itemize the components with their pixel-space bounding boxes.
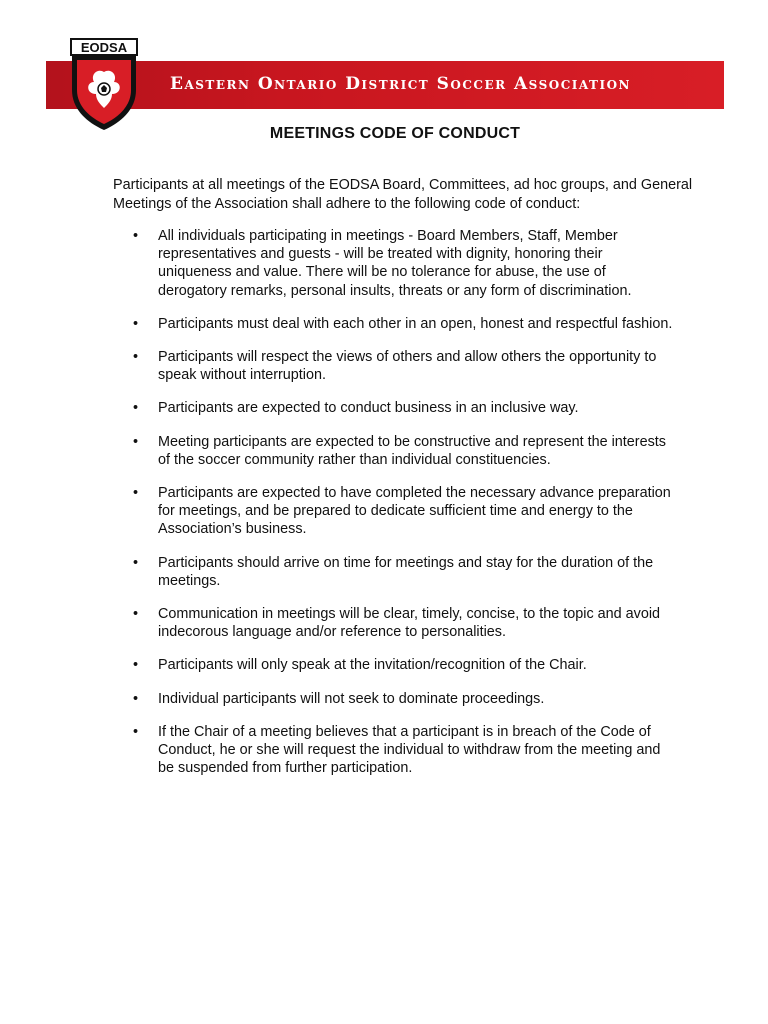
list-item: • Participants should arrive on time for meetings and stay for the duration of the meetings.	[133, 554, 654, 589]
code-of-conduct-list	[133, 227, 678, 792]
bullet: •	[133, 554, 139, 571]
bullet: •	[133, 433, 139, 450]
bullet: •	[133, 606, 139, 623]
bullet: •	[133, 657, 139, 674]
list-item: • Participants will only speak at the invitation/recognition of the Chair.	[133, 657, 587, 674]
bullet: •	[133, 690, 139, 707]
list-item: • Participants will respect the views of others and allow others the opportunity to speak without interruption.	[133, 349, 657, 384]
association-name: Eastern Ontario District Soccer Association	[170, 74, 631, 94]
list-item: • If the Chair of a meeting believes that a participant is in breach of the Code of Conduct, he or she will request the individual to withdraw from the meeting and be suspended from further participation.	[133, 723, 661, 777]
intro-paragraph: Participants at all meetings of the EODSA Board, Committees, ad hoc groups, and General Meetings of the Association shall adhere to the following code of conduct:	[113, 177, 693, 212]
list-item: • Communication in meetings will be clear, timely, concise, to the topic and avoid indecorous language and/or reference to personalities.	[133, 606, 661, 641]
list-item: • Meeting participants are expected to be constructive and represent the interests of the soccer community rather than individual constituencies.	[133, 433, 666, 468]
list-item: • Participants are expected to have completed the necessary advance preparation for meetings, and be prepared to dedicate sufficient time and energy to the Association’s business.	[133, 485, 671, 538]
list-item: • Participants must deal with each other in an open, honest and respectful fashion.	[133, 315, 673, 332]
document-title: MEETINGS CODE OF CONDUCT	[269, 125, 521, 142]
bullet: •	[133, 228, 139, 244]
bullet: •	[133, 485, 139, 502]
list-item: • All individuals participating in meetings - Board Members, Staff, Member representatives and guests - will be treated with dignity, honoring their uniqueness and value. There will be no tolerance for abuse, the use of derogatory remarks, personal insults, threats or any form of discrimination.	[133, 228, 632, 299]
crest-text: EODSA	[80, 40, 128, 55]
eodsa-crest-logo	[70, 38, 138, 132]
bullet: •	[133, 349, 139, 366]
list-item: • Individual participants will not seek to dominate proceedings.	[133, 690, 545, 707]
bullet: •	[133, 723, 139, 740]
list-item: • Participants are expected to conduct business in an inclusive way.	[133, 400, 579, 417]
bullet: •	[133, 400, 139, 417]
bullet: •	[133, 315, 139, 332]
